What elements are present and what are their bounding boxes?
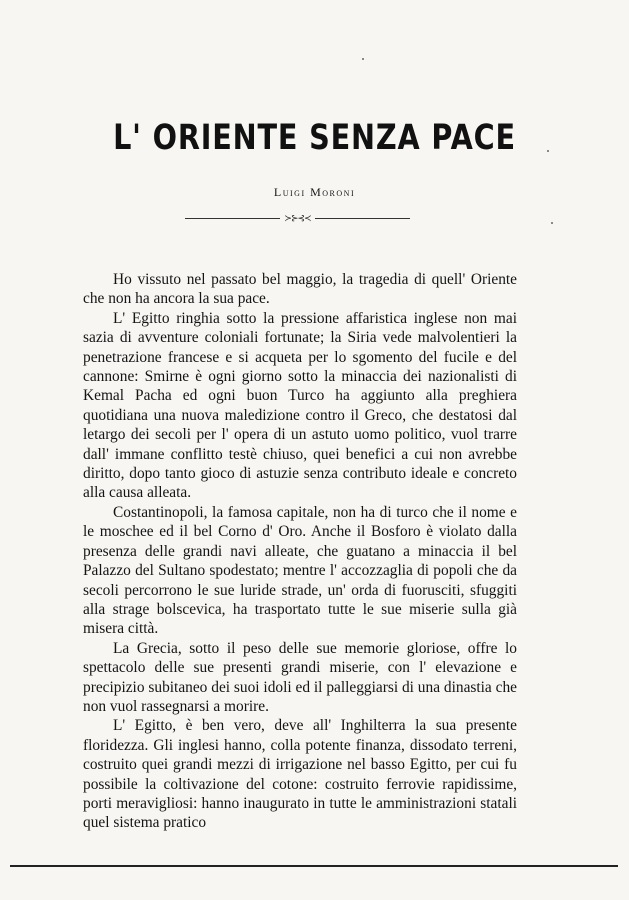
paragraph: Ho vissuto nel passato bel maggio, la tragedia di quell' Oriente che non ha ancora la sua pace. [83,271,517,308]
paper-speck [362,58,364,60]
paper-speck [547,150,549,152]
paragraph: Costantinopoli, la famosa capitale, non ha di turco che il nome e le moschee ed il bel Corno d' Oro. Anche il Bosforo è violato dalla presenza delle grandi navi alleate, che guatano a minaccia il bel Palazzo del Sultano spodestato; mentre l' accozzaglia di popoli che da secoli percorrono le sue luride strade, un' orda di fuorusciti, sfuggiti alla strage bolscevica, ha trasportato tutte le sue miserie sulla già misera città. [83,503,517,638]
paper-speck [551,222,553,224]
title-ornament-divider [185,212,410,224]
paragraph: L' Egitto, è ben vero, deve all' Inghilterra la sua presente floridezza. Gli inglesi hanno, colla potente finanza, dissodato terreni, costruito quei grandi mezzi di irrigazione nel basso Egitto, per cui fu possibile la coltivazione del cotone: costruito ferrovie rapidissime, porti meravigliosi: hanno inaugurato in tutte le amministrazioni statali quel sistema pratico [83,717,517,832]
ornament-mark: ≻⊱⊰≺ [284,212,311,223]
article-body [83,270,517,833]
ornament-rule-left [185,218,280,219]
ornament-rule-right [315,218,410,219]
paragraph: La Grecia, sotto il peso delle sue memorie gloriose, offre lo spettacolo delle sue presenti grandi miserie, con l' elevazione e precipizio subitaneo dei suoi idoli ed il palleggiarsi di una dinastia che non vuol rassegnarsi a morire. [83,639,517,715]
page-bottom-rule [10,865,618,867]
paragraph: L' Egitto ringhia sotto la pressione affaristica inglese non mai sazia di avventure coloniali fortunate; la Siria vede malvolentieri la penetrazione francese e si acqueta per lo sgomento del fucile e del cannone: Smirne è ogni giorno sotto la minaccia dei nazionalisti di Kemal Pacha ed ogni buon Turco ha aggiunto alla preghiera quotidiana una nuova maledizione contro il Greco, che destatosi dal letargo dei secoli per l' opera di un astuto uomo politico, vuol trarre dall' immane conflitto testè chiuso, quei benefici a cui non avrebbe diritto, dopo tanto gioco di astuzie senza contributo ideale e concreto alla causa alleata. [83,309,517,502]
author-byline: Luigi Moroni [273,185,356,199]
article-title: L' ORIENTE SENZA PACE [113,118,516,158]
